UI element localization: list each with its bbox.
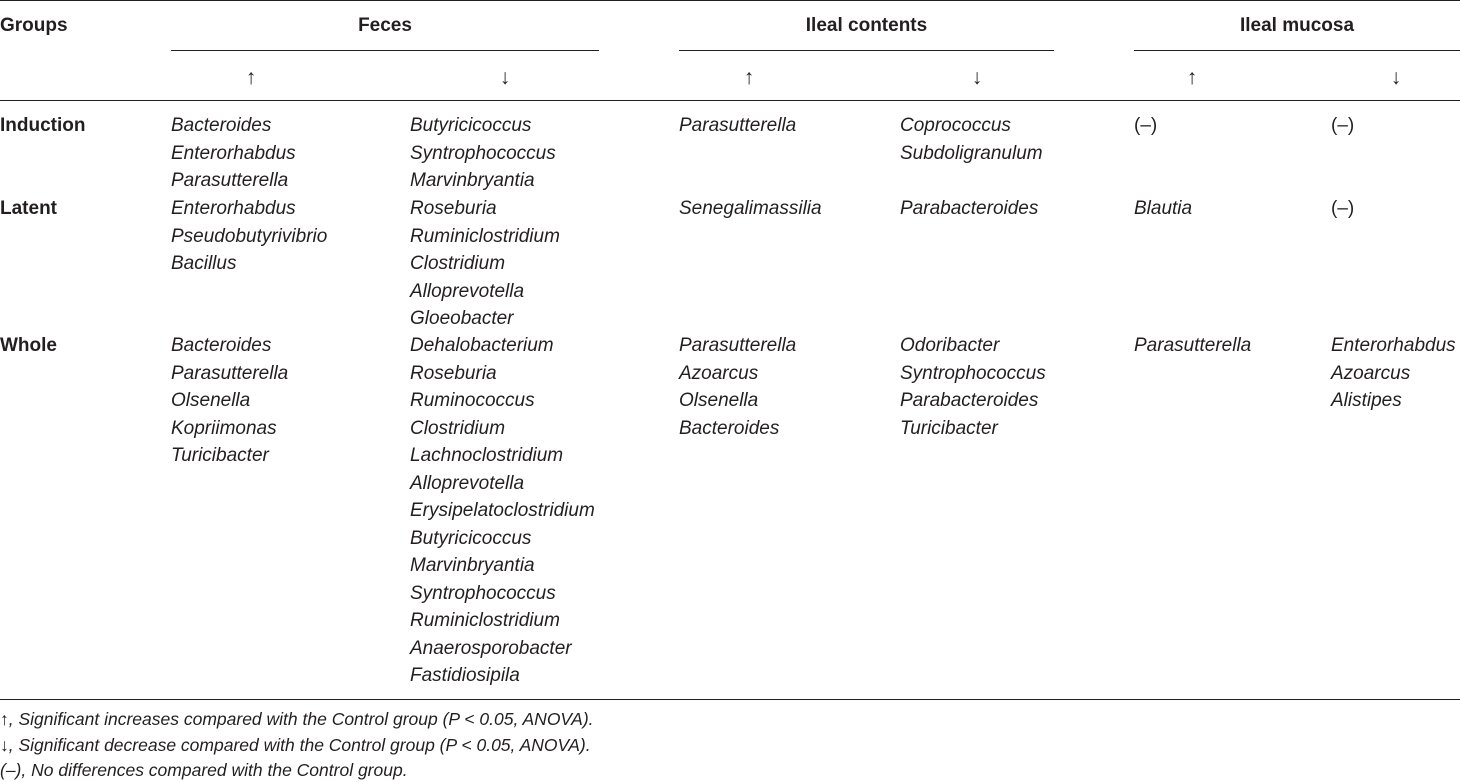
- feces-header: Feces: [358, 15, 412, 36]
- latent-ileal-contents-up: Senegalimassilia: [679, 198, 822, 219]
- ileal-mucosa-header-rule: [1134, 50, 1460, 51]
- induction-feces-up: Bacteroides Enterorhabdus Parasutterella: [171, 115, 296, 191]
- whole-ileal-mucosa-up: Parasutterella: [1134, 335, 1252, 356]
- latent-ileal-mucosa-up: Blautia: [1134, 198, 1193, 219]
- induction-ileal-mucosa-up: (–): [1134, 115, 1158, 136]
- whole-ileal-contents-down: Odoribacter Syntrophococcus Parabacteroides Turicibacter: [900, 335, 1046, 439]
- ileal-mucosa-up-arrow-icon: ↑: [1186, 66, 1198, 89]
- table-bottom-rule: [0, 699, 1460, 700]
- ileal-contents-up-arrow-icon: ↑: [743, 66, 755, 89]
- whole-ileal-mucosa-down: Enterorhabdus Azoarcus Alistipes: [1331, 335, 1456, 411]
- induction-ileal-contents-down: Coprococcus Subdoligranulum: [900, 115, 1043, 164]
- induction-feces-down: Butyricicoccus Syntrophococcus Marvinbryantia: [410, 115, 556, 191]
- induction-ileal-contents-up: Parasutterella: [679, 115, 797, 136]
- header-bottom-rule: [0, 100, 1460, 101]
- latent-ileal-mucosa-down: (–): [1331, 198, 1355, 219]
- whole-ileal-contents-up: Parasutterella Azoarcus Olsenella Bacteroides: [679, 335, 797, 439]
- ileal-contents-down-arrow-icon: ↓: [971, 66, 983, 89]
- table-top-rule: [0, 0, 1460, 1]
- whole-feces-down: Dehalobacterium Roseburia Ruminococcus Clostridium Lachnoclostridium Alloprevotella Erysipelatoclostridium Butyricicoccus Marvinbryantia Syntrophococcus Ruminiclostridium Anaerosporobacter Fastidiosipila: [410, 335, 595, 686]
- feces-header-rule: [171, 50, 599, 51]
- footnote-increase: ↑, Significant increases compared with the Control group (P < 0.05, ANOVA).: [0, 709, 594, 729]
- ileal-contents-header: Ileal contents: [805, 15, 928, 36]
- ileal-mucosa-header: Ileal mucosa: [1239, 15, 1355, 36]
- latent-feces-up: Enterorhabdus Pseudobutyrivibrio Bacillus: [171, 198, 328, 274]
- footnote-no-difference: (–), No differences compared with the Control group.: [0, 760, 408, 780]
- footnote-decrease: ↓, Significant decrease compared with the Control group (P < 0.05, ANOVA).: [0, 735, 591, 755]
- latent-ileal-contents-down: Parabacteroides: [900, 198, 1039, 219]
- group-label-whole: Whole: [0, 335, 57, 356]
- groups-header: Groups: [0, 15, 68, 36]
- induction-ileal-mucosa-down: (–): [1331, 115, 1355, 136]
- whole-feces-up: Bacteroides Parasutterella Olsenella Kopriimonas Turicibacter: [171, 335, 289, 466]
- ileal-contents-header-rule: [679, 50, 1054, 51]
- feces-up-arrow-icon: ↑: [245, 66, 257, 89]
- ileal-mucosa-down-arrow-icon: ↓: [1390, 66, 1402, 89]
- feces-down-arrow-icon: ↓: [499, 66, 511, 89]
- latent-feces-down: Roseburia Ruminiclostridium Clostridium Alloprevotella Gloeobacter: [410, 198, 560, 329]
- group-label-induction: Induction: [0, 115, 86, 136]
- group-label-latent: Latent: [0, 198, 57, 219]
